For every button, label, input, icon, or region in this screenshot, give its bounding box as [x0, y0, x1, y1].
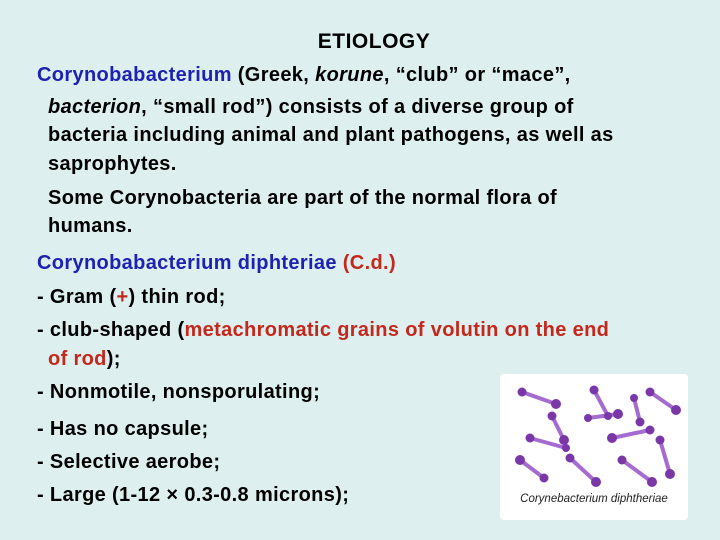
intro-line-6: humans. — [48, 215, 133, 237]
slide-title: ETIOLOGY — [317, 30, 431, 53]
greek-word-bacterion: bacterion — [48, 96, 142, 118]
feature-nonmotile: - Nonmotile, nonsporulating; — [37, 381, 321, 403]
feature-club-shaped-cont — [48, 348, 121, 371]
species-abbrev: (C.d.) — [342, 252, 396, 274]
bacteria-rods-image — [500, 374, 688, 494]
figure-caption — [500, 493, 688, 505]
intro-line-5: Some Corynobacteria are part of the normal flora of — [48, 187, 558, 209]
species-heading — [37, 252, 396, 275]
intro-line-3: bacteria including animal and plant pathogens, as well as — [48, 124, 614, 146]
of-rod-text: of rod — [48, 348, 107, 370]
feature-size: - Large (1-12 × 0.3-0.8 microns); — [37, 484, 350, 506]
feature-gram — [37, 286, 226, 309]
text-segment: - Gram ( — [37, 286, 117, 308]
feature-aerobe: - Selective aerobe; — [37, 451, 221, 473]
text-segment: , “small rod”) consists of a diverse group of — [141, 96, 574, 118]
text-segment: , “club” or “mace”, — [383, 64, 571, 86]
greek-word-korune: korune — [315, 64, 384, 86]
intro-line-4: saprophytes. — [48, 153, 177, 175]
genus-name: Corynobabacterium — [37, 64, 232, 86]
species-name: Corynobabacterium diphteriae — [37, 252, 337, 274]
feature-capsule: - Has no capsule; — [37, 418, 209, 440]
intro-line-1 — [37, 64, 571, 87]
text-segment: ); — [106, 348, 121, 370]
intro-line-2 — [48, 96, 574, 119]
text-segment: (Greek, — [231, 64, 316, 86]
bacteria-illustration — [500, 374, 688, 520]
gram-positive-sign: + — [116, 286, 129, 308]
text-segment: ) thin rod; — [128, 286, 226, 308]
figure-caption-text: Corynebacterium diphtheriae — [520, 493, 668, 505]
metachromatic-term: metachromatic — [184, 319, 332, 341]
text-segment: - club-shaped ( — [37, 319, 185, 341]
volutin-grains-text: grains of volutin on the end — [331, 319, 610, 341]
feature-club-shaped — [37, 319, 609, 342]
